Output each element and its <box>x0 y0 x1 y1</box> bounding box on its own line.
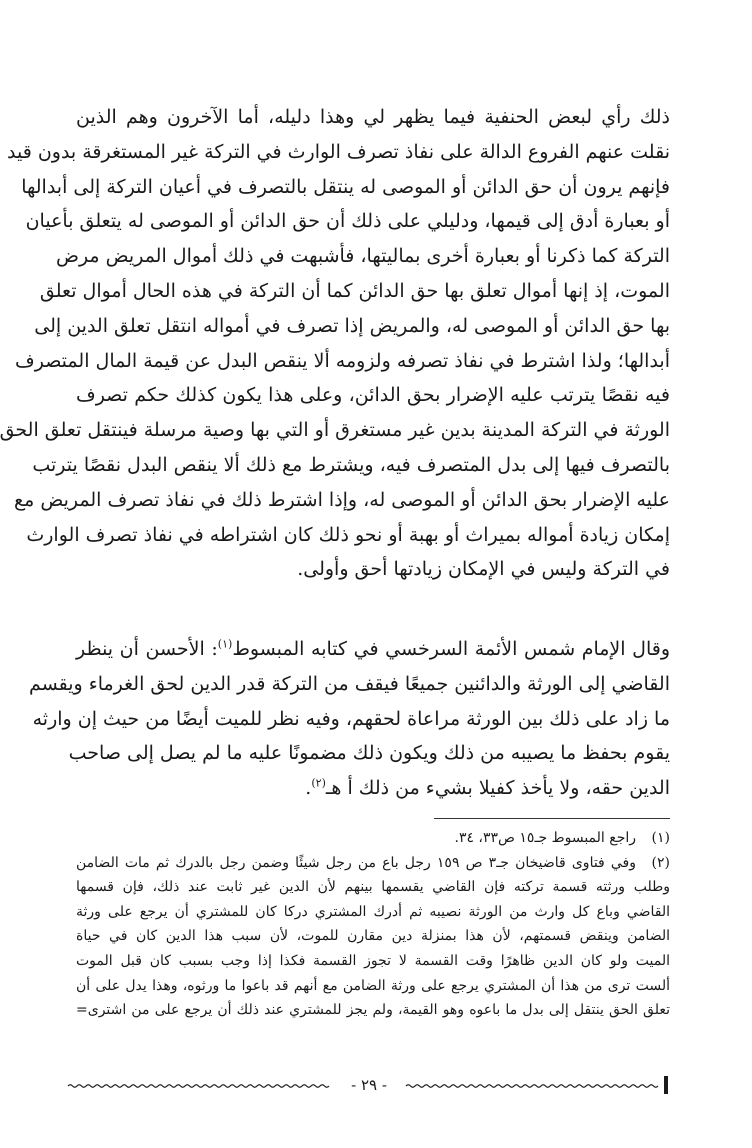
text-line: عليه الإضرار بحق الدائن أو الموصى له، وإذا اشترط ذلك في نفاذ تصرف المريض مع <box>13 488 670 511</box>
decorative-wave-left <box>68 1074 332 1096</box>
footnote-number: (١) <box>651 830 670 846</box>
footnote-ref-2[interactable]: (٢) <box>311 776 326 790</box>
text-line: ما زاد على ذلك بين الورثة مراعاة لحقهم، وفيه نظر للميت أيضًا من حيث إن وارثه <box>32 707 670 730</box>
footnote-text: راجع المبسوط جـ١٥ ص٣٣، ٣٤. <box>454 830 636 846</box>
footnote-line: الميت ولو كان الدين ظاهرًا وقت القسمة لا تجوز القسمة فكذا إذا وجب بسبب كان قبل الموت <box>76 952 670 969</box>
footnote-1 <box>76 826 670 851</box>
text-line: فإنهم يرون أن حق الدائن أو الموصى له ينتقل بالتصرف في أعيان التركة إلى أبدالها <box>21 175 670 198</box>
text-line: بالتصرف فيها إلى بدل المتصرف فيه، ويشترط مع ذلك ألا ينقص البدل نقصًا يترتب <box>32 453 670 476</box>
footnote-line: وطلب ورثته قسمة تركته فإن القاضي يقسمها بينهم لأن الدين غير ثابت عند ذلك، فإن قسمها <box>76 879 670 896</box>
text-line: الموت، إذ إنها أموال تعلق بها حق الدائن كما أن التركة في هذه الحال أموال تعلق <box>39 279 670 302</box>
line-text: الدين حقه، ولا يأخذ كفيلا بشيء من ذلك أ هـ <box>325 777 670 800</box>
line-text: وقال الإمام شمس الأئمة السرخسي في كتابه المبسوط <box>232 638 670 660</box>
page-footer <box>68 1074 672 1096</box>
decorative-wave-right <box>406 1074 658 1096</box>
text-line: نقلت عنهم الفروع الدالة على نفاذ تصرف الوارث في التركة غير المستغرقة بدون قيد <box>6 140 670 163</box>
footnote-number: (٢) <box>651 854 670 871</box>
footnote-divider <box>434 818 670 819</box>
text-line: فيه نقصًا يترتب عليه الإضرار بحق الدائن، وعلى هذا يكون كذلك حكم تصرف <box>76 384 670 407</box>
line-text: : الأحسن أن ينظر <box>76 638 218 660</box>
text-line <box>76 771 670 806</box>
text-line: إمكان زيادة أمواله بميراث أو بهبة أو نحو ذلك كان اشتراطه في نفاذ تصرف الوارث <box>26 523 670 546</box>
page-number: - ٢٩ - <box>351 1076 387 1094</box>
paragraph-1 <box>0 100 670 587</box>
footnote-ref-1[interactable]: (١) <box>217 637 233 651</box>
text-line: ذلك رأي لبعض الحنفية فيما يظهر لي وهذا دليله، أما الآخرون وهم الذين <box>76 106 670 128</box>
footnote-text: وفي فتاوى قاضيخان جـ٣ ص ١٥٩ رجل باع من رجل شيئًا وضمن رجل بالدرك ثم مات الضامن <box>76 854 636 871</box>
text-line: يقوم بحفظ ما يصيبه من ذلك ويكون ذلك مضمونًا عليه ما لم يصل إلى صاحب <box>68 742 670 765</box>
footnote-line: القاضي وباع كل وارث من الورثة نصيبه ثم أدرك المشتري دركا كان للمشتري أن يرجع على ورثة <box>76 903 670 920</box>
text-line: في التركة وليس في الإمكان زيادتها أحق وأولى. <box>297 558 670 581</box>
text-line <box>76 632 670 667</box>
text-line: أو بعبارة أدق إلى قيمها، ودليلي على ذلك أن حق الدائن أو الموصى له يتعلق بأعيان <box>25 210 670 233</box>
line-text: . <box>305 777 312 800</box>
footnote-line: ألست ترى من هذا أن المشتري يرجع على ورثة الضامن مع أنهم قد باعوا ما ورثوه، وهذا يدل على أن <box>76 977 670 994</box>
end-bar-ornament <box>664 1076 668 1094</box>
text-line: القاضي إلى الورثة والدائنين جميعًا فيقف من التركة قدر الدين لحق الغرماء ويقسم <box>29 672 670 695</box>
footnote-line: تعلق الحق ينتقل إلى بدل ما باعوه وهو القيمة، ولم يجز للمشتري عند ذلك أن يرجع على من اشترى= <box>76 1002 670 1019</box>
text-line: التركة كما ذكرنا أو بعبارة أخرى بماليتها، فأشبهت في ذلك أموال المريض مرض <box>55 245 670 268</box>
paragraph-2 <box>29 632 670 806</box>
text-line: بها حق الدائن أو الموصى له، والمريض إذا تصرف في أمواله انتقل تعلق الدين إلى <box>34 314 670 337</box>
footnote-2 <box>76 851 670 876</box>
footnotes <box>76 826 670 1023</box>
text-line: الورثة في التركة المدينة بدين غير مستغرق أو التي بها وصية مرسلة فينتقل تعلق الحق <box>0 419 670 442</box>
text-line: أبدالها؛ ولذا اشترط في نفاذ تصرفه ولزومه ألا ينقص البدل عن قيمة المال المتصرف <box>15 349 670 372</box>
footnote-line: الضامن وينقض قسمتهم، لأن هذا بمنزلة دين مقارن للموت، لأن سبب هذا الدين كان في حياة <box>76 928 670 945</box>
